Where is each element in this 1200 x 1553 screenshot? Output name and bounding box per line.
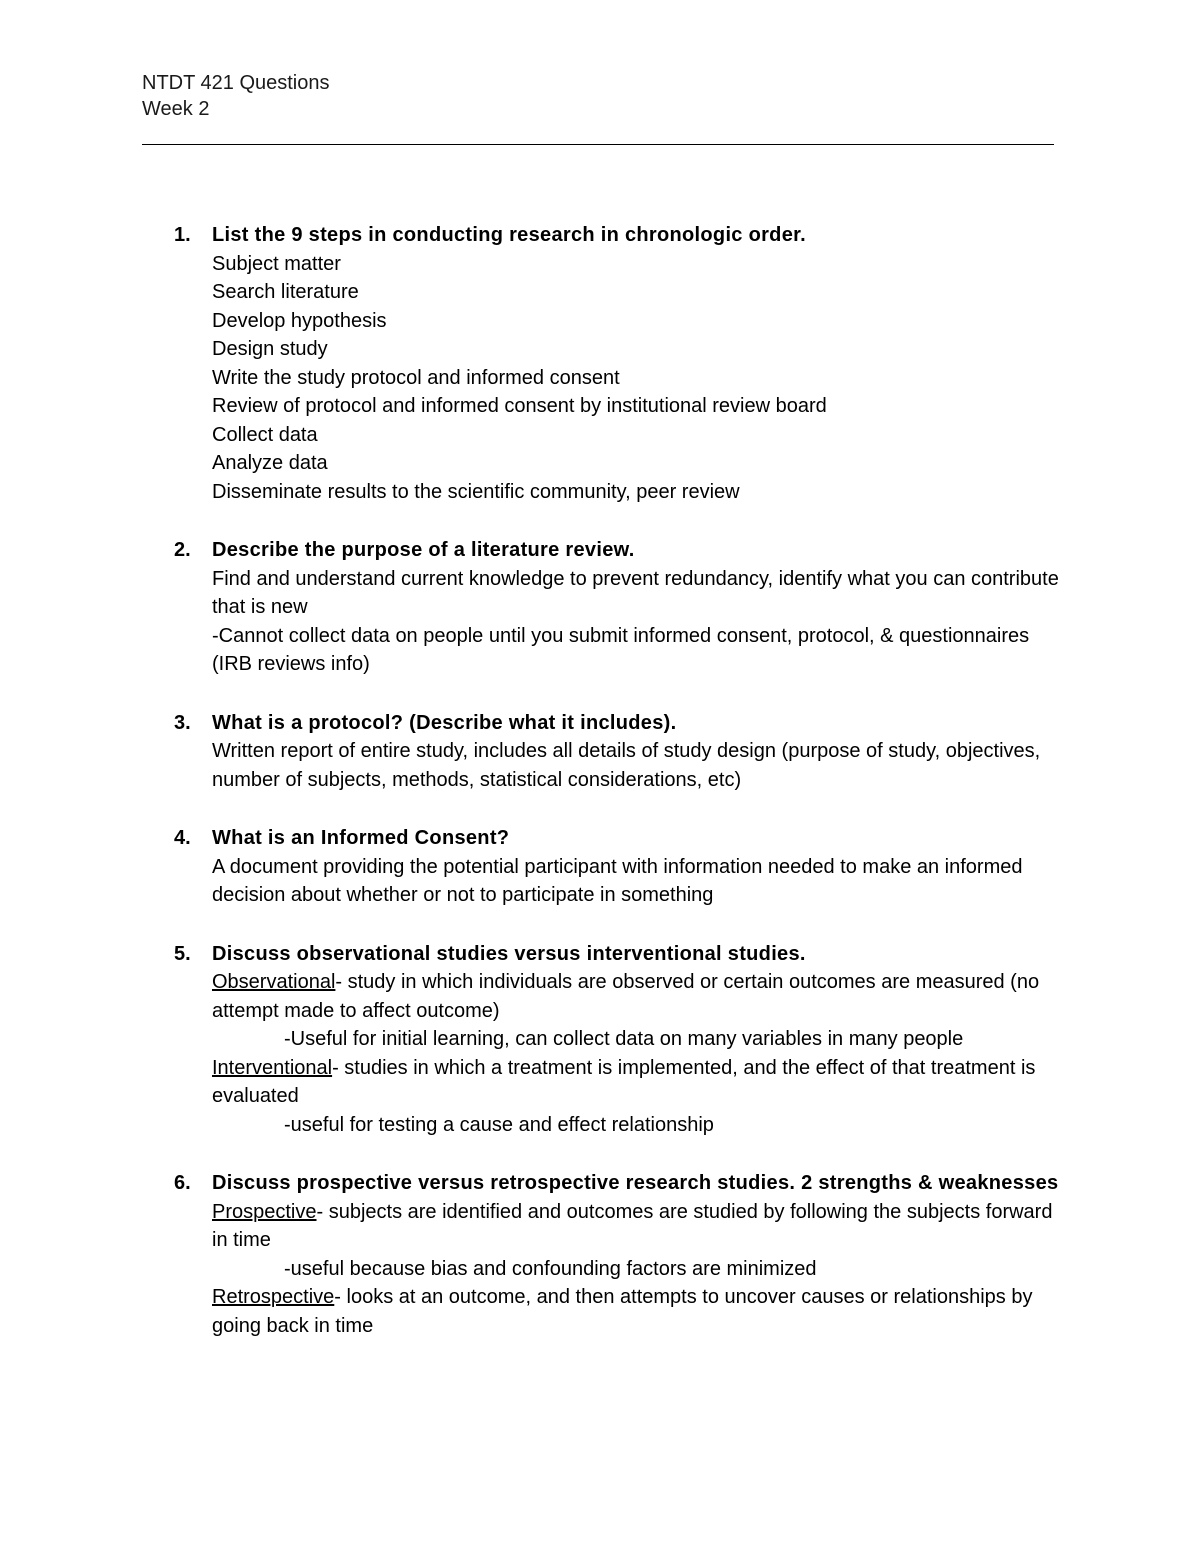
definition-retrospective [212,1283,1062,1340]
question-title: Describe the purpose of a literature review. [212,539,635,561]
question-title: What is an Informed Consent? [212,827,510,849]
header-divider [142,144,1054,145]
question-title: Discuss observational studies versus interventional studies. [212,942,806,965]
definition-text: - subjects are identified and outcomes are studied by following the subjects forward in time [212,1200,1053,1251]
answer-text: Written report of entire study, includes all details of study design (purpose of study, objectives, number of subjects, methods, statistical considerations, etc) [212,740,1041,791]
document-title: NTDT 421 Questions [142,72,330,94]
question-4 [142,824,1062,910]
term-prospective: Prospective [212,1200,317,1223]
question-3 [142,709,1062,795]
research-step: Analyze data [212,452,328,474]
document-subtitle: Week 2 [142,98,210,120]
note-text: -useful because bias and confounding factors are minimized [284,1257,817,1280]
note-text: -Useful for initial learning, can collect data on many variables in many people [284,1028,964,1050]
research-step: Design study [212,338,328,360]
question-number: 6. [174,1172,191,1194]
research-step: Search literature [212,281,359,303]
question-title: Discuss prospective versus retrospective research studies. 2 strengths & weaknesses [212,1172,1059,1194]
question-2 [142,536,1062,679]
question-title: What is a protocol? (Describe what it includes). [212,711,677,734]
answer-text: Find and understand current knowledge to prevent redundancy, identify what you can contribute that is new [212,567,1059,618]
research-step: Subject matter [212,252,341,275]
question-5 [142,940,1062,1140]
question-1 [142,221,1062,506]
note-text: -useful for testing a cause and effect relationship [284,1113,714,1136]
definition-text: - study in which individuals are observed or certain outcomes are measured (no attempt made to affect outcome) [212,971,1040,1022]
question-number: 2. [174,539,191,561]
research-step: Write the study protocol and informed consent [212,366,620,389]
definition-observational [212,968,1062,1025]
question-number: 3. [174,711,191,734]
answer-text: A document providing the potential participant with information needed to make an informed decision about whether or not to participate in something [212,855,1023,906]
research-step: Collect data [212,423,318,446]
term-observational: Observational [212,971,336,993]
question-number: 5. [174,942,191,965]
question-number: 1. [174,224,191,246]
research-step: Review of protocol and informed consent by institutional review board [212,395,827,417]
definition-prospective [212,1198,1062,1255]
question-list [142,221,1062,1370]
definition-interventional [212,1054,1062,1111]
question-number: 4. [174,827,191,849]
term-retrospective: Retrospective [212,1286,335,1308]
answer-text: -Cannot collect data on people until you submit informed consent, protocol, & questionnaires (IRB reviews info) [212,624,1030,675]
definition-text: - studies in which a treatment is implemented, and the effect of that treatment is evaluated [212,1056,1036,1107]
research-step: Disseminate results to the scientific community, peer review [212,480,740,503]
definition-text: - looks at an outcome, and then attempts to uncover causes or relationships by going back in time [212,1286,1033,1337]
document-header [142,70,330,122]
question-title: List the 9 steps in conducting research in chronologic order. [212,224,806,246]
research-step: Develop hypothesis [212,309,387,332]
term-interventional: Interventional [212,1056,333,1079]
question-6 [142,1169,1062,1340]
